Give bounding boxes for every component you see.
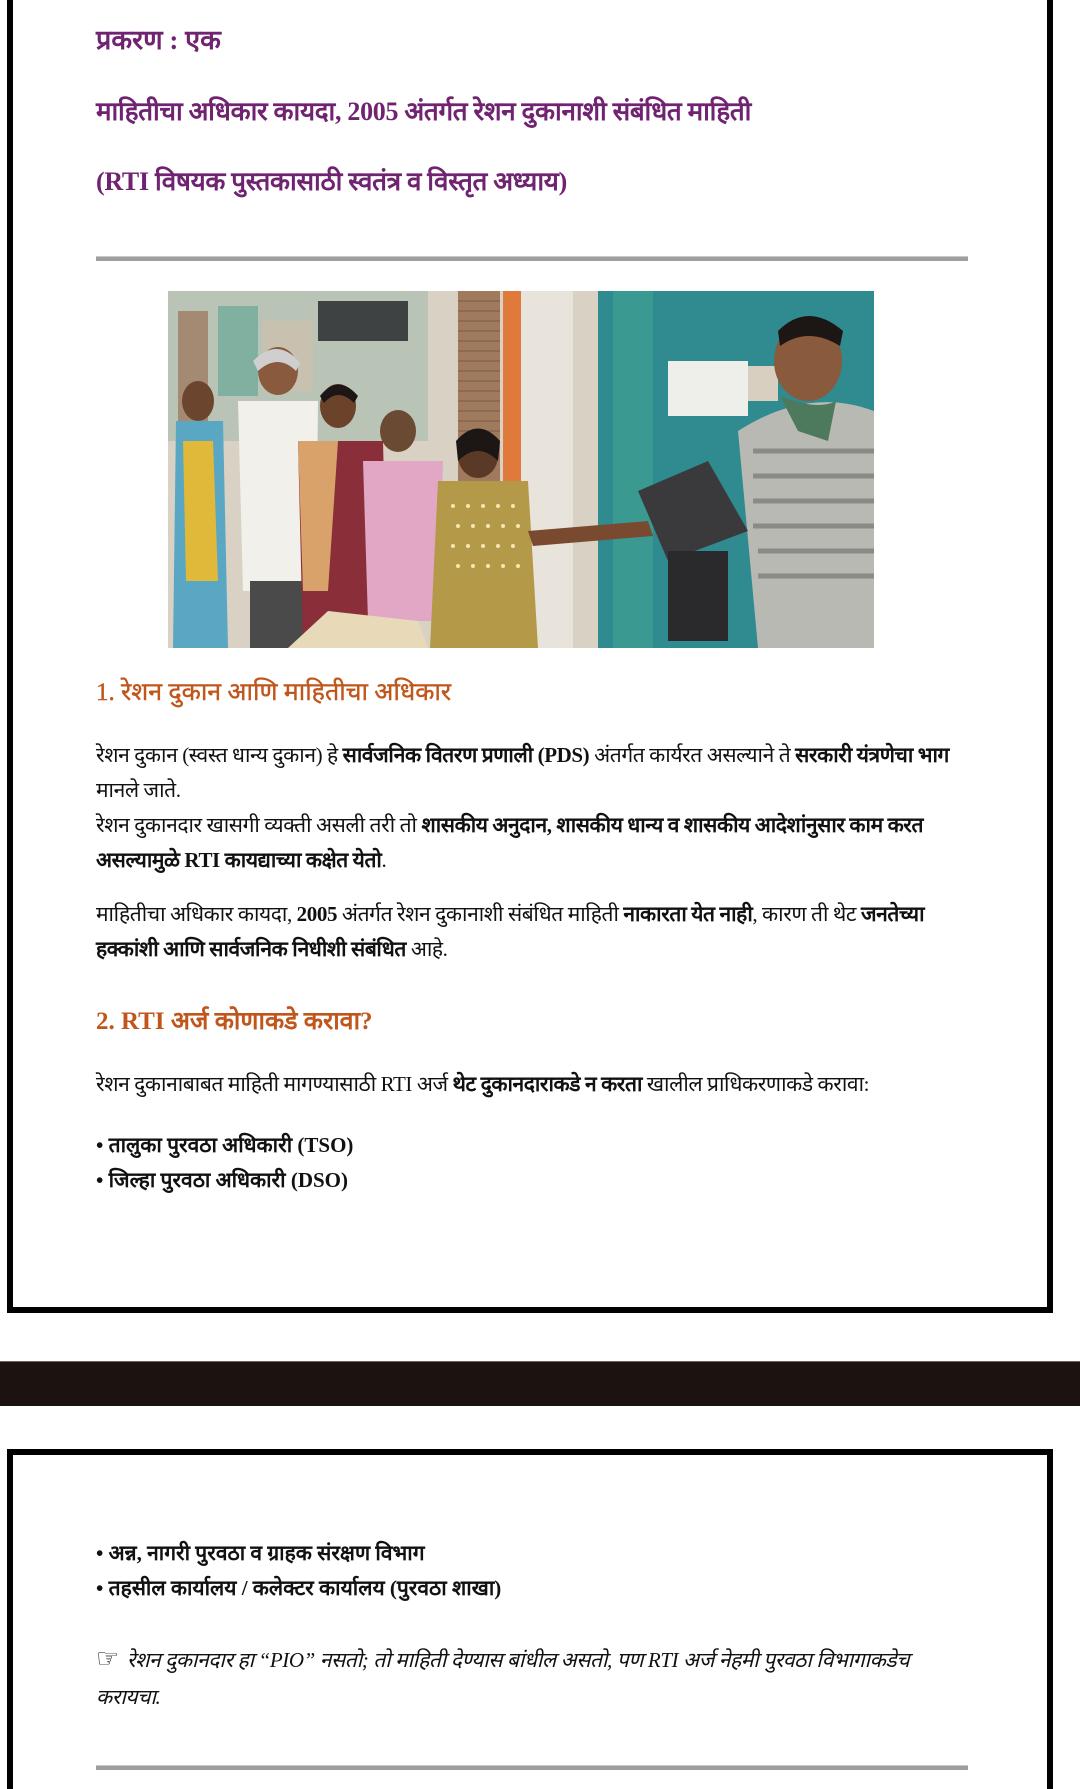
list-item: • जिल्हा पुरवठा अधिकारी (DSO) [96, 1168, 349, 1192]
page-2-frame [7, 1449, 1053, 1789]
text-run: आहे. [405, 937, 448, 961]
list-item: • अन्न, नागरी पुरवठा व ग्राहक संरक्षण विभाग [96, 1541, 425, 1565]
page-separator-band [0, 1361, 1080, 1406]
authority-list-page-1 [96, 1128, 353, 1198]
section-1-paragraph-2 [96, 897, 976, 967]
text-run: खालील प्राधिकरणाकडे करावा: [642, 1072, 870, 1096]
bold-text-run: थेट दुकानदाराकडे न करता [452, 1072, 643, 1096]
text-run: . [381, 848, 387, 872]
text-run: अंतर्गत कार्यरत असल्याने ते [589, 743, 796, 767]
section-heading-1: 1. रेशन दुकान आणि माहितीचा अधिकार [96, 679, 452, 706]
chapter-label: प्रकरण : एक [96, 25, 221, 55]
document-title: माहितीचा अधिकार कायदा, 2005 अंतर्गत रेशन दुकानाशी संबंधित माहिती [96, 97, 752, 126]
bold-text-run: 2005 [296, 902, 338, 926]
horizontal-rule [96, 256, 968, 261]
bold-text-run: जनतेच्या हक्कांशी आणि सार्वजनिक निधीशी संबंधित [96, 902, 925, 961]
section-1-paragraph-1 [96, 738, 976, 878]
text-run: रेशन दुकानदार खासगी व्यक्ती असली तरी तो [96, 813, 422, 837]
authority-list-page-2 [96, 1536, 501, 1606]
ration-shop-photo [168, 291, 874, 648]
text-run: रेशन दुकान (स्वस्त धान्य दुकान) हे [96, 743, 343, 767]
document-subtitle: (RTI विषयक पुस्तकासाठी स्वतंत्र व विस्तृत अध्याय) [96, 167, 567, 196]
bold-text-run: नाकारता येत नाही [623, 902, 753, 926]
bold-text-run: सरकारी यंत्रणेचा भाग [795, 743, 949, 767]
horizontal-rule [96, 1765, 968, 1770]
note-text: रेशन दुकानदार हा “PIO” नसतो; तो माहिती देण्यास बांधील असतो, पण RTI अर्ज नेहमी पुरवठा विभागाकडेच करायचा. [96, 1648, 910, 1709]
list-item: • तहसील कार्यालय / कलेक्टर कार्यालय (पुरवठा शाखा) [96, 1576, 502, 1600]
section-2-intro [96, 1067, 976, 1102]
section-heading-2: 2. RTI अर्ज कोणाकडे करावा? [96, 1008, 373, 1035]
text-run: , कारण ती थेट [752, 902, 861, 926]
note-callout [96, 1640, 936, 1716]
text-run: मानले जाते. [96, 778, 181, 802]
pointing-hand-icon: ☞ [96, 1644, 119, 1673]
list-item: • तालुका पुरवठा अधिकारी (TSO) [96, 1133, 354, 1157]
text-run: माहितीचा अधिकार कायदा, [96, 902, 297, 926]
bold-text-run: सार्वजनिक वितरण प्रणाली (PDS) [342, 743, 590, 767]
text-run: अंतर्गत रेशन दुकानाशी संबंधित माहिती [337, 902, 624, 926]
bold-text-run: शासकीय अनुदान, शासकीय धान्य व शासकीय आदेशांनुसार काम करत असल्यामुळे RTI कायद्याच्या कक्षेत येतो [96, 813, 924, 872]
text-run: रेशन दुकानाबाबत माहिती मागण्यासाठी RTI अर्ज [96, 1072, 453, 1096]
